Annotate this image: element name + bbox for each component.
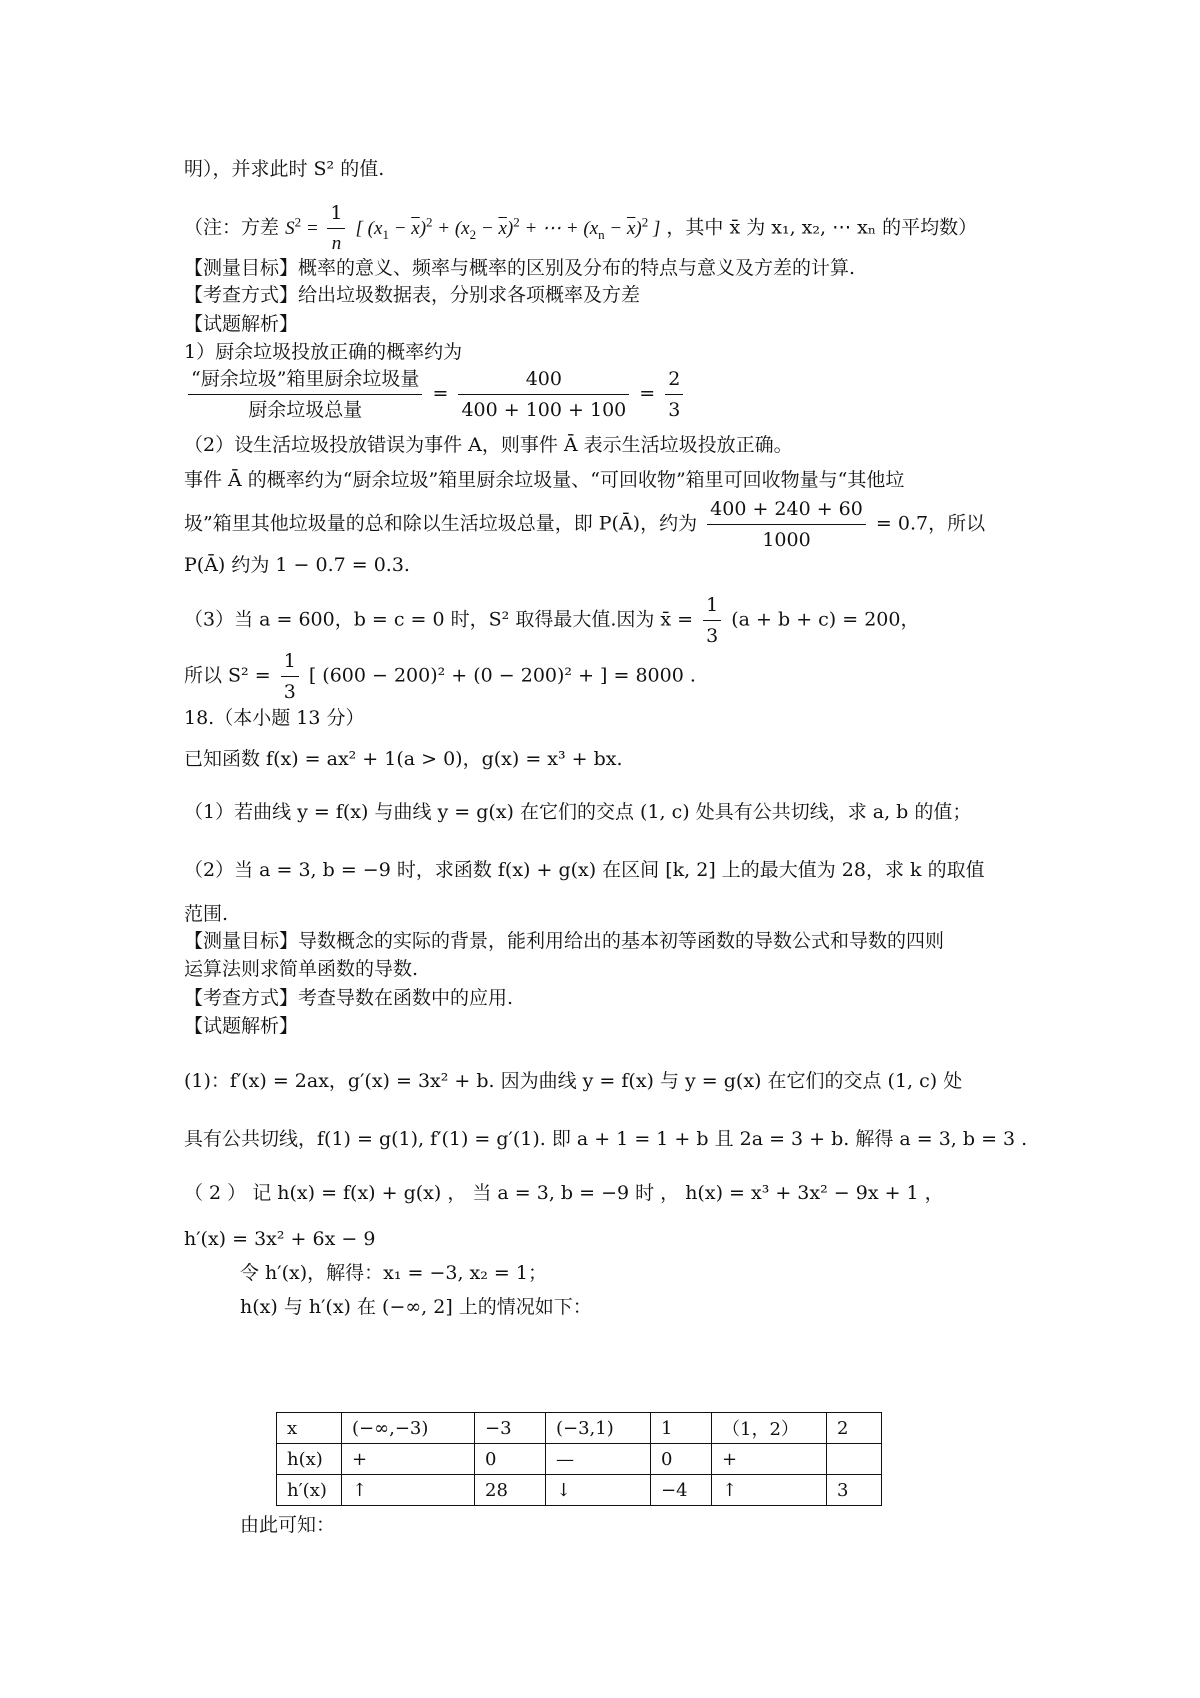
table-cell: x	[277, 1413, 342, 1444]
table-cell: −3	[475, 1413, 546, 1444]
solution-heading: 【试题解析】	[184, 313, 299, 335]
text-line: 已知函数 f(x) = ax² + 1(a > 0)，g(x) = x³ + bx.	[184, 748, 623, 770]
table-cell: —	[546, 1444, 651, 1475]
table-cell: ↑	[712, 1475, 827, 1506]
text-line: P(Ā) 约为 1 − 0.7 = 0.3.	[184, 554, 410, 576]
text-line: 令 h′(x)，解得：x₁ = −3, x₂ = 1；	[240, 1262, 547, 1284]
table-cell: 0	[651, 1444, 712, 1475]
note-prefix: （注：方差	[184, 216, 280, 239]
fraction-numerator: 400	[458, 366, 629, 395]
text-line: （2）设生活垃圾投放错误为事件 A，则事件 Ā 表示生活垃圾投放正确。	[184, 434, 793, 456]
text-fragment: 圾”箱里其他垃圾量的总和除以生活垃圾总量，即 P(Ā)，约为	[184, 512, 698, 535]
note-suffix: ，其中 x̄ 为 x₁, x₂, ⋯ xₙ 的平均数）	[666, 216, 978, 239]
text-fragment: 所以 S² =	[184, 664, 271, 687]
table-cell	[827, 1444, 882, 1475]
table-cell: +	[342, 1444, 475, 1475]
table-cell: −4	[651, 1475, 712, 1506]
fraction-numerator: 2	[665, 366, 683, 395]
table-row	[277, 1413, 882, 1444]
text-line: （1）若曲线 y = f(x) 与曲线 y = g(x) 在它们的交点 (1, c) 处具有公共切线，求 a, b 的值；	[184, 801, 972, 823]
objective-heading: 【测量目标】导数概念的实际的背景，能利用给出的基本初等函数的导数公式和导数的四则	[184, 930, 945, 952]
fraction-denominator: 1000	[762, 529, 811, 551]
table-row	[277, 1475, 882, 1506]
text-fragment: [ (600 − 200)² + (0 − 200)² + ] = 8000 .	[308, 664, 696, 687]
text-line: 事件 Ā 的概率约为“厨余垃圾”箱里厨余垃圾量、“可回收物”箱里可回收物量与“其他垃	[184, 469, 905, 491]
text-fragment: = 0.7，所以	[875, 512, 986, 535]
table-row	[277, 1444, 882, 1475]
text-fragment: （3）当 a = 600，b = c = 0 时，S² 取得最大值.因为 x̄ =	[184, 608, 694, 631]
text-line: （ 2 ） 记 h(x) = f(x) + g(x) ， 当 a = 3, b = −9 时 ， h(x) = x³ + 3x² − 9x + 1 ，	[184, 1182, 944, 1204]
fraction-numerator: 400 + 240 + 60	[707, 496, 866, 525]
objective-heading: 【测量目标】概率的意义、频率与概率的区别及分布的特点与意义及方差的计算.	[184, 257, 856, 279]
fraction-denominator: 400 + 100 + 100	[461, 399, 627, 421]
text-line: (1)：f′(x) = 2ax，g′(x) = 3x² + b. 因为曲线 y = f(x) 与 y = g(x) 在它们的交点 (1, c) 处	[184, 1070, 963, 1092]
table-cell: +	[712, 1444, 827, 1475]
table-cell: 3	[827, 1475, 882, 1506]
table-cell: ↑	[342, 1475, 475, 1506]
fraction-denominator: 3	[668, 399, 681, 421]
text-line: 由此可知：	[240, 1514, 336, 1536]
table-cell: 1	[651, 1413, 712, 1444]
table-cell: h′(x)	[277, 1475, 342, 1506]
probability-fraction: $\frac{\text{“厨余垃圾”箱里厨余垃圾量}}{\text{厨余垃圾总量}}$ = $\frac{400}{400 + 100 + 100}$ = $\frac{2}{3}$	[184, 366, 687, 423]
fraction-numerator: “厨余垃圾”箱里厨余垃圾量	[188, 366, 422, 395]
solution-heading: 【试题解析】	[184, 1015, 299, 1037]
table-cell: (−3,1)	[546, 1413, 651, 1444]
table-cell: ↓	[546, 1475, 651, 1506]
text-line: （2）当 a = 3, b = −9 时，求函数 f(x) + g(x) 在区间 [k, 2] 上的最大值为 28，求 k 的取值	[184, 859, 985, 881]
method-heading: 【考查方式】给出垃圾数据表，分别求各项概率及方差	[184, 284, 641, 306]
table-cell: 0	[475, 1444, 546, 1475]
text-line: （3）当 a = 600，b = c = 0 时，S² 取得最大值.因为 x̄ = $\frac{1}{3}$ (a + b + c) = 200，	[184, 594, 920, 647]
table-cell: (−∞,−3)	[342, 1413, 475, 1444]
table-cell: （1，2）	[712, 1413, 827, 1444]
question-number: 18.（本小题 13 分）	[184, 707, 365, 729]
table-cell: 2	[827, 1413, 882, 1444]
sign-table	[276, 1412, 882, 1506]
text-line: h′(x) = 3x² + 6x − 9	[184, 1228, 376, 1250]
text-line: 明），并求此时 S² 的值.	[184, 158, 385, 180]
variance-note: （注：方差 $S^2$ = $\frac{1}{n}$ [ $(x_1 - \overline{x})^2 + (x_2 - \overline{x})^2$ + ⋯ + $(x_n - \overline{x})^2$ ] ，其中 x̄ 为 x₁, x₂, ⋯ xₙ 的平均数）	[184, 202, 978, 254]
text-fragment: (a + b + c) = 200，	[731, 608, 920, 631]
method-heading: 【考查方式】考查导数在函数中的应用.	[184, 987, 514, 1009]
table-cell: 28	[475, 1475, 546, 1506]
text-line: 运算法则求简单函数的导数.	[184, 958, 419, 980]
text-line	[184, 496, 985, 553]
fraction-denominator: 厨余垃圾总量	[248, 399, 363, 421]
text-line: 所以 S² = $\frac{1}{3}$ [ (600 − 200)² + (0 − 200)² + ] = 8000 .	[184, 650, 696, 703]
table-cell: h(x)	[277, 1444, 342, 1475]
text-line: 1）厨余垃圾投放正确的概率约为	[184, 341, 463, 363]
text-line: h(x) 与 h′(x) 在 (−∞, 2] 上的情况如下：	[240, 1296, 592, 1318]
text-line: 具有公共切线，f(1) = g(1), f′(1) = g′(1). 即 a + 1 = 1 + b 且 2a = 3 + b. 解得 a = 3, b = 3 .	[184, 1128, 1028, 1150]
text-line: 范围.	[184, 903, 229, 925]
